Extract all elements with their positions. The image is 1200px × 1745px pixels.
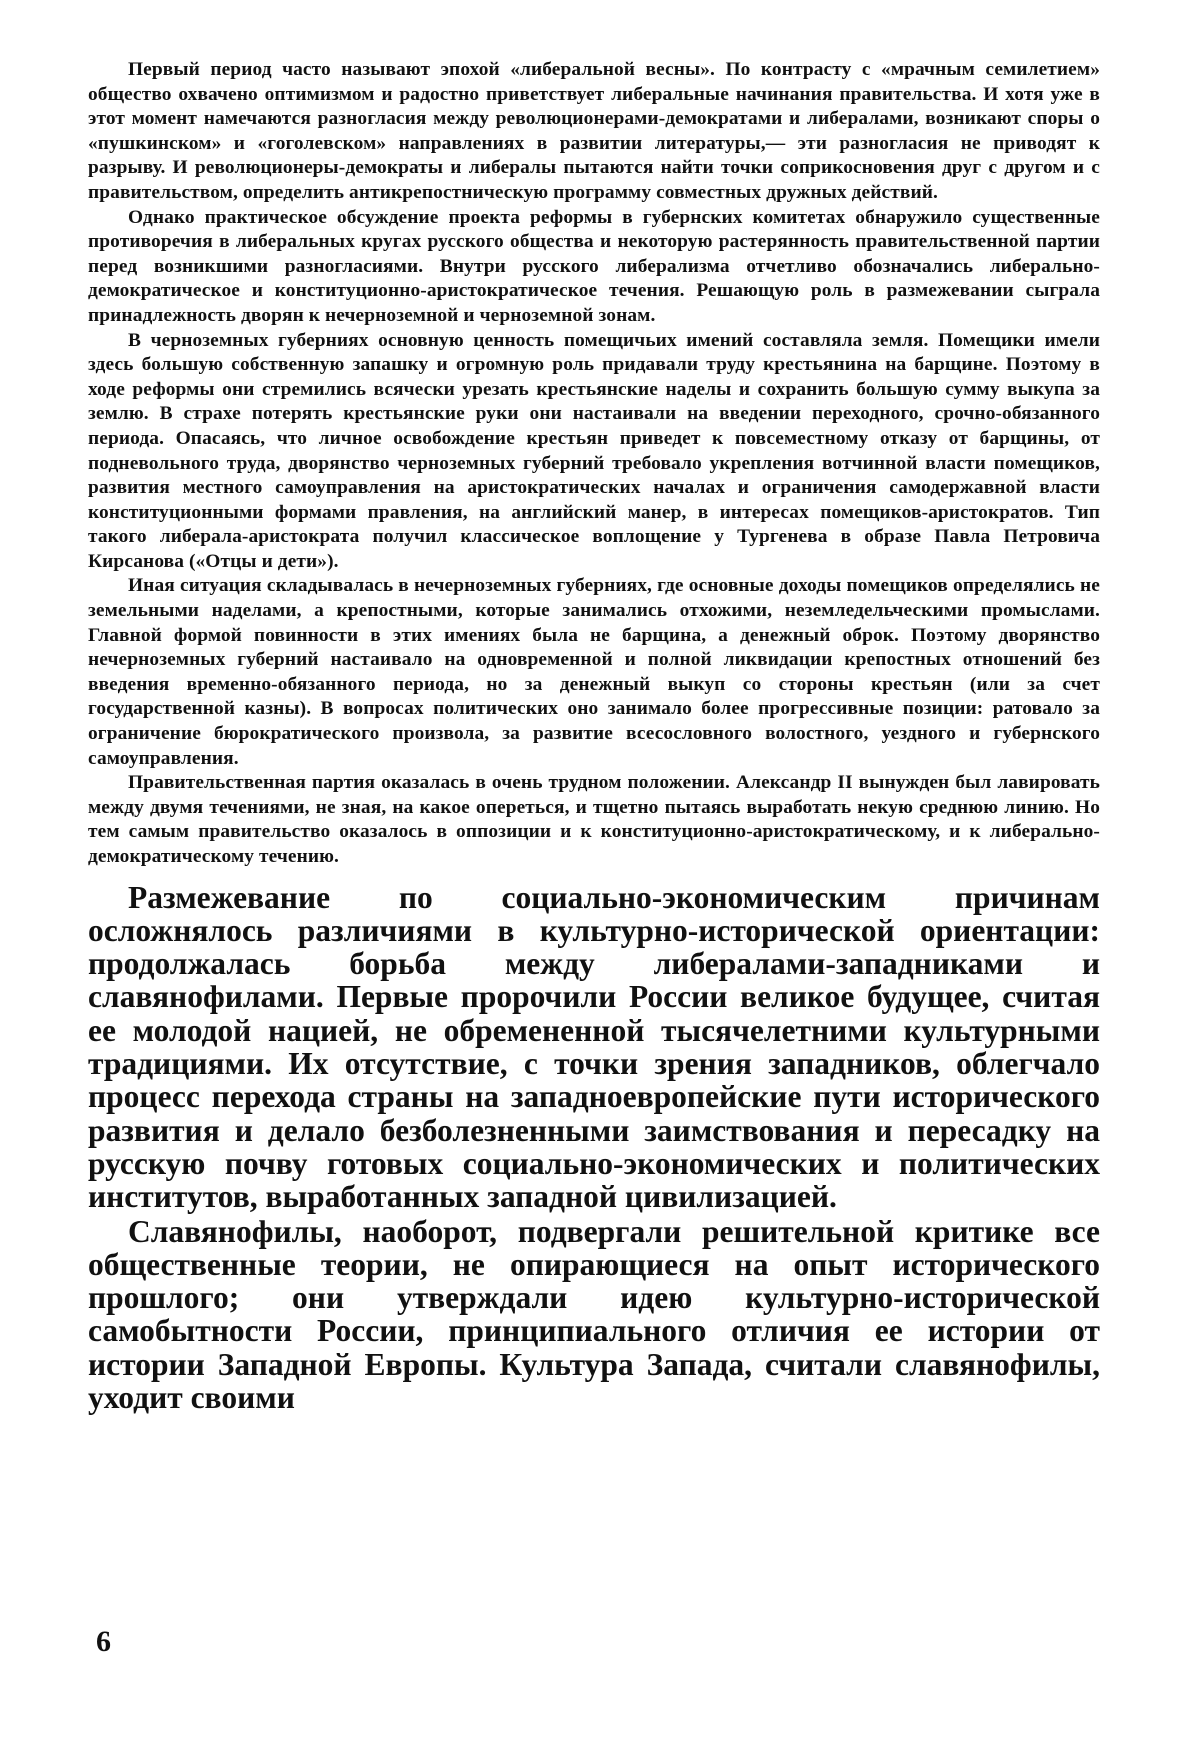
paragraph-non-black-earth-provinces: Иная ситуация складывалась в нечерноземных губерниях, где основные доходы помещиков определялись не земельными наделами, а крепостными, которые занимались отхожими, неземледельческими промыслами. Главной формой повинности в этих имениях была не барщина, а денежный оброк. Поэтому дворянство нечерноземных губерний настаивало на одновременной и полной ликвидации крепостных отношений без введения временно-обязанного периода, но за денежный выкуп со стороны крестьян (или за счет государственной казны). В вопросах политических оно занимало более прогрессивные позиции: ратовало за ограничение бюрократического произвола, за развитие всесословного волостного, уездного и губернского самоуправления. <box>88 575 1100 769</box>
page-body <box>88 58 1100 1414</box>
paragraph-black-earth-provinces: В черноземных губерниях основную ценность помещичьих имений составляла земля. Помещики имели здесь большую собственную запашку и огромную роль придавали труду крестьянина на барщине. Поэтому в ходе реформы они стремились всячески урезать крестьянские наделы и сохранить большую сумму выкупа за землю. В страхе потерять крестьянские руки они настаивали на введении переходного, срочно-обязанного периода. Опасаясь, что личное освобождение крестьян приведет к повсеместному отказу от барщины, от подневольного труда, дворянство черноземных губерний требовало укрепления вотчинной власти помещиков, развития местного самоуправления на аристократических началах и ограничения самодержавной власти конституционными формами правления, на английский манер, в интересах помещиков-аристократов. Тип такого либерала-аристократа получил классическое воплощение у Тургенева в образе Павла Петровича Кирсанова («Отцы и дети»). <box>88 329 1100 572</box>
small-print-section <box>88 58 1100 870</box>
paragraph-liberal-spring: Первый период часто называют эпохой «либеральной весны». По контрасту с «мрачным семилетием» общество охвачено оптимизмом и радостно приветствует либеральные начинания правительства. И хотя уже в этот момент намечаются разногласия между революционерами-демократами и либералами, возникают споры о «пушкинском» и «гоголевском» направлениях в развитии литературы,— эти разногласия не приводят к разрыву. И революционеры-демократы и либералы пытаются найти точки соприкосновения друг с другом и с правительством, определить антикрепостническую программу совместных дружных действий. <box>88 59 1100 203</box>
paragraph-reform-discussion: Однако практическое обсуждение проекта реформы в губернских комитетах обнаружило существенные противоречия в либеральных кругах русского общества и некоторую растерянность правительственной партии перед возникшими разногласиями. Внутри русского либерализма отчетливо обозначались либерально-демократическое и конституционно-аристократическое течения. Решающую роль в размежевании сыграла принадлежность дворян к нечерноземной и черноземной зонам. <box>88 206 1100 326</box>
page-number: 6 <box>96 1625 111 1658</box>
paragraph-government-party: Правительственная партия оказалась в очень трудном положении. Александр II вынужден был лавировать между двумя течениями, не зная, на какое опереться, и тщетно пытаясь выработать некую среднюю линию. Но тем самым правительство оказалось в оппозиции и к конституционно-аристократическому, и к либерально-демократическому течению. <box>88 772 1100 867</box>
paragraph-slavophiles: Славянофилы, наоборот, подвергали решительной критике все общественные теории, не опирающиеся на опыт исторического прошлого; они утверждали идею культурно-исторической самобытности России, принципиального отличия ее истории от истории Западной Европы. Культура Запада, считали славянофилы, уходит своими <box>88 1213 1100 1416</box>
paragraph-westernizers: Размежевание по социально-экономическим причинам осложнялось различиями в культурно-исторической ориентации: продолжалась борьба между либералами-западниками и славянофилами. Первые пророчили России великое будущее, считая ее молодой нацией, не обремененной тысячелетними культурными традициями. Их отсутствие, с точки зрения западников, облегчало процесс перехода страны на западноевропейские пути исторического развития и делало безболезненными заимствования и пересадку на русскую почву готовых социально-экономических и политических институтов, выработанных западной цивилизацией. <box>88 879 1100 1215</box>
large-print-section <box>88 881 1100 1415</box>
